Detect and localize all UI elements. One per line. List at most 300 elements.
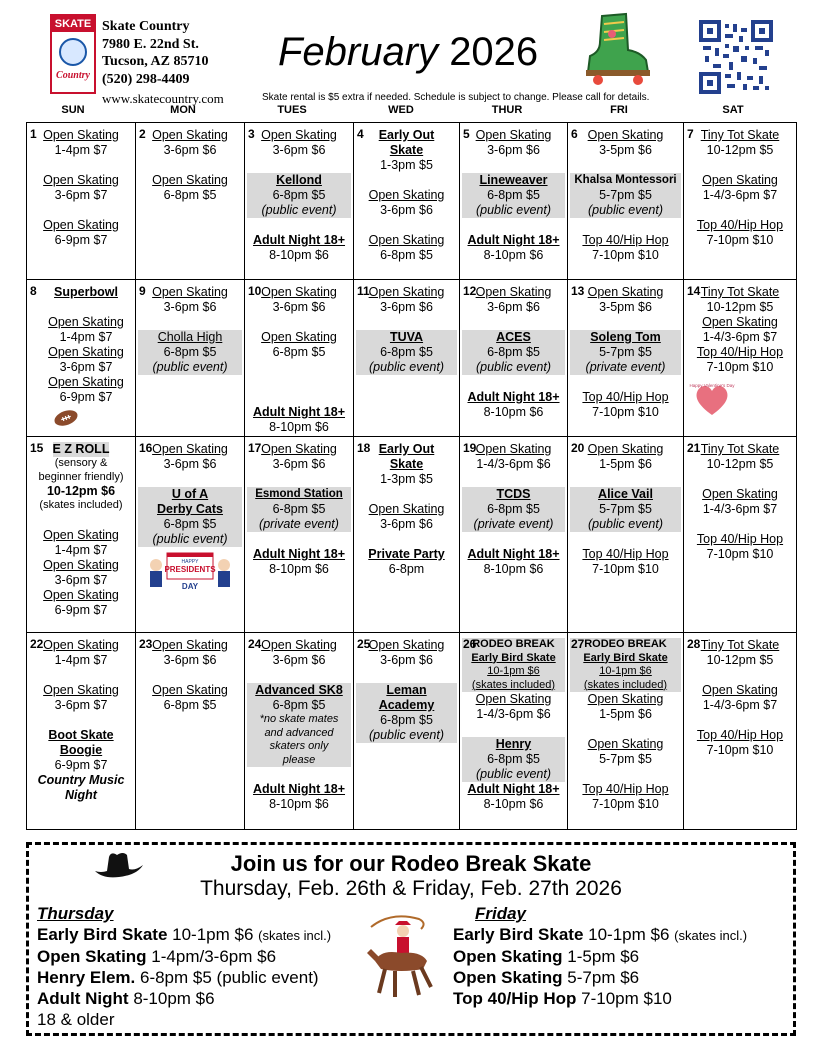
event-open-skating: Open Skating bbox=[261, 128, 337, 142]
day-cell bbox=[684, 437, 797, 633]
event-open-skating: Open Skating bbox=[261, 285, 337, 299]
day-number: 6 bbox=[571, 127, 578, 141]
day-cell bbox=[568, 633, 684, 830]
line-time: 10-1pm $6 bbox=[583, 925, 675, 944]
event-time: 1-4/3-6pm $7 bbox=[702, 330, 778, 344]
logo-text-top: SKATE bbox=[52, 16, 94, 32]
event-public: (public event) bbox=[368, 728, 445, 742]
address-block bbox=[102, 18, 208, 88]
event-time: 6-8pm $5 bbox=[487, 188, 540, 202]
website-link[interactable]: www.skatecountry.com bbox=[102, 91, 224, 106]
event-top40: Top 40/Hip Hop bbox=[582, 782, 669, 796]
event-leman: Leman bbox=[386, 683, 427, 697]
event-public: (public event) bbox=[475, 767, 552, 781]
day-sat: SAT bbox=[722, 104, 744, 116]
logo-text-bottom: Country bbox=[56, 70, 90, 81]
event-time: 7-10pm $10 bbox=[706, 743, 774, 757]
day-cell bbox=[460, 437, 568, 633]
event-time: 1-4pm $7 bbox=[54, 542, 108, 557]
event-open-skating: Open Skating bbox=[152, 442, 228, 456]
event-time: 8-10pm $6 bbox=[269, 797, 329, 811]
day-number: 27 bbox=[571, 637, 585, 651]
event-time: 1-4/3-6pm $6 bbox=[476, 707, 551, 721]
event-skates-incl: (skates included) bbox=[583, 678, 668, 691]
day-number: 12 bbox=[463, 284, 477, 298]
event-top40: Top 40/Hip Hop bbox=[582, 547, 669, 561]
event-tiny-tot: Tiny Tot Skate bbox=[700, 442, 780, 456]
event-time: 1-5pm $6 bbox=[599, 707, 652, 721]
event-open-skating: Open Skating bbox=[475, 285, 552, 299]
day-cell bbox=[136, 633, 245, 830]
event-early-out: Early Out bbox=[378, 128, 435, 142]
event-open-skating: Open Skating bbox=[702, 315, 778, 329]
day-number: 10 bbox=[248, 284, 262, 298]
event-public: (public event) bbox=[475, 203, 552, 217]
event-open-skating: Open Skating bbox=[43, 638, 119, 652]
event-time: 6-8pm $5 bbox=[163, 345, 217, 359]
event-public: (public event) bbox=[368, 360, 445, 374]
rodeo-break-banner bbox=[26, 842, 796, 1036]
line-note: (skates incl.) bbox=[258, 928, 332, 943]
event-time: 1-4pm $7 bbox=[54, 653, 108, 667]
event-open-skating: Open Skating bbox=[261, 638, 337, 652]
event-time: 7-10pm $10 bbox=[706, 360, 774, 374]
friday-line bbox=[453, 988, 747, 1009]
event-early-out: Early Out bbox=[378, 442, 435, 456]
event-uofa: U of A bbox=[171, 487, 209, 501]
event-country-music: Country Music bbox=[37, 773, 125, 787]
day-cell bbox=[354, 437, 460, 633]
event-open-skating: Open Skating bbox=[587, 737, 664, 751]
event-top40: Top 40/Hip Hop bbox=[696, 218, 784, 232]
event-time: 6-9pm $7 bbox=[54, 758, 108, 772]
event-adv-note-4: please bbox=[282, 753, 316, 766]
event-time: 6-8pm $5 bbox=[272, 502, 326, 516]
event-open-skating: Open Skating bbox=[43, 128, 119, 142]
city-state-zip: Tucson, AZ 85710 bbox=[102, 54, 209, 69]
event-open-skating: Open Skating bbox=[702, 173, 778, 187]
event-adult-night: Adult Night 18+ bbox=[252, 233, 346, 247]
event-tuva: TUVA bbox=[389, 330, 424, 344]
event-time: 1-4/3-6pm $7 bbox=[702, 698, 778, 712]
day-number: 16 bbox=[139, 441, 153, 455]
event-khalsa: Khalsa Montessori bbox=[574, 174, 677, 186]
event-esmond: Esmond Station bbox=[255, 488, 343, 500]
event-time: 3-5pm $6 bbox=[599, 143, 652, 157]
friday-line bbox=[453, 967, 747, 988]
event-time: 3-6pm $6 bbox=[380, 300, 433, 314]
football-icon bbox=[53, 409, 79, 427]
event-early-out-2: Skate bbox=[389, 143, 424, 157]
presidents-day-icon bbox=[147, 551, 233, 593]
event-rodeo-break: RODEO BREAK bbox=[472, 638, 555, 650]
event-open-skating: Open Skating bbox=[43, 173, 119, 187]
event-public: (public event) bbox=[587, 517, 664, 531]
event-time: 3-6pm $6 bbox=[272, 143, 326, 157]
event-early-bird: Early Bird Skate bbox=[471, 651, 556, 664]
day-wed: WED bbox=[388, 104, 414, 116]
line-time: 1-4pm/3-6pm $6 bbox=[146, 947, 277, 966]
event-open-skating: Open Skating bbox=[475, 692, 552, 706]
day-number: 3 bbox=[248, 127, 255, 141]
event-time: 6-8pm $5 bbox=[487, 345, 540, 359]
day-mon: MON bbox=[170, 104, 196, 116]
event-open-skating: Open Skating bbox=[261, 330, 337, 344]
event-open-skating: Open Skating bbox=[43, 527, 119, 542]
event-adult-night: Adult Night 18+ bbox=[467, 782, 560, 796]
event-time: 3-6pm $7 bbox=[59, 360, 113, 374]
day-fri: FRI bbox=[610, 104, 628, 116]
event-time: 8-10pm $6 bbox=[483, 562, 544, 576]
event-time: 5-7pm $5 bbox=[599, 502, 652, 516]
roller-boot-icon bbox=[582, 12, 652, 86]
line-label: Henry Elem. bbox=[37, 968, 136, 987]
day-sun: SUN bbox=[61, 104, 85, 116]
event-time: 6-8pm $5 bbox=[272, 188, 326, 202]
line-time: 1-5pm $6 bbox=[562, 947, 640, 966]
banner-title: Join us for our Rodeo Break Skate bbox=[230, 851, 592, 876]
event-time: 3-6pm $6 bbox=[163, 300, 217, 314]
day-number: 24 bbox=[248, 637, 262, 651]
event-open-skating: Open Skating bbox=[43, 587, 119, 602]
event-open-skating: Open Skating bbox=[702, 683, 778, 697]
event-open-skating: Open Skating bbox=[152, 128, 228, 142]
event-time: 3-6pm $7 bbox=[54, 698, 108, 712]
event-time: 10-12pm $5 bbox=[706, 457, 774, 471]
event-time: 6-8pm $5 bbox=[272, 345, 326, 359]
event-time: 1-4/3-6pm $7 bbox=[702, 502, 778, 516]
event-time: 7-10pm $10 bbox=[706, 547, 774, 561]
day-number: 22 bbox=[30, 637, 44, 651]
event-time: 1-3pm $5 bbox=[380, 472, 433, 486]
event-adult-night: Adult Night 18+ bbox=[467, 547, 560, 561]
event-derby-cats: Derby Cats bbox=[157, 502, 223, 516]
event-adult-night: Adult Night 18+ bbox=[252, 782, 346, 796]
event-time: 3-6pm $6 bbox=[380, 517, 433, 531]
event-open-skating: Open Skating bbox=[368, 188, 445, 202]
line-time: 7-10pm $10 bbox=[576, 989, 672, 1008]
line-note: (skates incl.) bbox=[674, 928, 748, 943]
event-time: 1-3pm $5 bbox=[380, 158, 433, 172]
event-public: (public event) bbox=[152, 532, 228, 546]
presidents-text-1: HAPPY bbox=[181, 559, 199, 565]
event-open-skating: Open Skating bbox=[587, 128, 664, 142]
event-boot-skate: Boot Skate bbox=[48, 728, 114, 742]
event-tcds: TCDS bbox=[496, 487, 531, 501]
event-time: 7-10pm $10 bbox=[706, 233, 774, 247]
event-time: 1-4/3-6pm $6 bbox=[476, 457, 551, 471]
day-cell bbox=[460, 280, 568, 437]
event-time: 1-4pm $7 bbox=[59, 330, 113, 344]
event-open-skating: Open Skating bbox=[587, 692, 664, 706]
event-open-skating: Open Skating bbox=[702, 487, 778, 501]
event-time: 6-8pm $5 bbox=[380, 248, 433, 262]
day-number: 21 bbox=[687, 441, 701, 455]
event-open-skating: Open Skating bbox=[261, 442, 337, 456]
event-time: 6-8pm $5 bbox=[380, 713, 433, 727]
event-time: 5-7pm $5 bbox=[599, 752, 652, 766]
event-time: 3-6pm $6 bbox=[163, 457, 217, 471]
event-time: 3-6pm $6 bbox=[272, 653, 326, 667]
week-row bbox=[27, 437, 797, 633]
event-time: 5-7pm $5 bbox=[599, 188, 652, 202]
day-cell bbox=[136, 437, 245, 633]
event-open-skating: Open Skating bbox=[48, 345, 124, 359]
event-adv-note-3: skaters only bbox=[269, 740, 329, 752]
day-number: 2 bbox=[139, 127, 146, 141]
line-label: Early Bird Skate bbox=[37, 925, 168, 944]
event-private: (private event) bbox=[473, 517, 554, 531]
event-tiny-tot: Tiny Tot Skate bbox=[700, 128, 780, 142]
line-time: 5-7pm $6 bbox=[562, 968, 640, 987]
event-open-skating: Open Skating bbox=[587, 285, 664, 299]
day-cell bbox=[27, 123, 136, 280]
banner-subtitle: Thursday, Feb. 26th & Friday, Feb. 27th 2026 bbox=[200, 877, 622, 900]
event-cholla: Cholla High bbox=[157, 330, 223, 344]
event-time: 3-6pm $7 bbox=[54, 572, 108, 587]
friday-heading: Friday bbox=[475, 904, 527, 923]
event-time: 10-12pm $5 bbox=[706, 300, 774, 314]
day-number: 9 bbox=[139, 284, 146, 298]
event-ez-roll: E Z ROLL bbox=[52, 442, 110, 456]
event-top40: Top 40/Hip Hop bbox=[582, 233, 669, 247]
day-cell bbox=[136, 123, 245, 280]
day-cell bbox=[27, 633, 136, 830]
event-open-skating: Open Skating bbox=[152, 638, 228, 652]
event-open-skating: Open Skating bbox=[43, 218, 119, 232]
event-open-skating: Open Skating bbox=[368, 285, 445, 299]
friday-line bbox=[453, 946, 747, 967]
event-time: 6-9pm $7 bbox=[54, 233, 108, 247]
business-name: Skate Country bbox=[102, 19, 190, 34]
line-time: 10-1pm $6 bbox=[167, 925, 259, 944]
day-number: 13 bbox=[571, 284, 585, 298]
event-private: (private event) bbox=[585, 360, 666, 374]
day-number: 26 bbox=[463, 637, 477, 651]
month-name: February bbox=[278, 30, 439, 74]
event-time: 6-9pm $7 bbox=[54, 602, 108, 617]
event-time: 10-1pm $6 bbox=[599, 665, 652, 677]
event-time: 1-4pm $7 bbox=[54, 143, 108, 157]
friday-column bbox=[453, 903, 747, 1009]
event-open-skating: Open Skating bbox=[475, 128, 552, 142]
line-label: Top 40/Hip Hop bbox=[453, 989, 577, 1008]
friday-line bbox=[453, 924, 747, 946]
event-academy: Academy bbox=[378, 698, 435, 712]
event-rodeo-break: RODEO BREAK bbox=[584, 638, 667, 650]
event-public: (public event) bbox=[587, 203, 664, 217]
event-time: 3-6pm $6 bbox=[380, 653, 433, 667]
day-cell bbox=[684, 280, 797, 437]
day-cell bbox=[27, 437, 136, 633]
event-time: 3-6pm $6 bbox=[272, 457, 326, 471]
event-time: 8-10pm $6 bbox=[269, 248, 329, 262]
day-number: 19 bbox=[463, 441, 477, 455]
event-adult-night: Adult Night 18+ bbox=[467, 233, 560, 247]
event-early-bird: Early Bird Skate bbox=[583, 651, 668, 664]
day-number: 23 bbox=[139, 637, 153, 651]
day-cell bbox=[684, 123, 797, 280]
event-time: 3-6pm $6 bbox=[487, 143, 540, 157]
event-time: 8-10pm $6 bbox=[269, 562, 329, 576]
event-time: 3-6pm $6 bbox=[163, 143, 217, 157]
day-number: 18 bbox=[357, 441, 371, 455]
event-time: 7-10pm $10 bbox=[592, 797, 659, 811]
event-lineweaver: Lineweaver bbox=[479, 173, 548, 187]
day-cell bbox=[568, 123, 684, 280]
day-cell bbox=[460, 633, 568, 830]
event-open-skating: Open Skating bbox=[152, 173, 228, 187]
event-advanced-sk8: Advanced SK8 bbox=[255, 683, 343, 697]
event-early-out-2: Skate bbox=[389, 457, 424, 471]
day-cell bbox=[460, 123, 568, 280]
event-time: 6-8pm $5 bbox=[163, 517, 217, 531]
week-row bbox=[27, 280, 797, 437]
event-tiny-tot: Tiny Tot Skate bbox=[700, 638, 780, 652]
day-number: 1 bbox=[30, 127, 37, 141]
event-night: Night bbox=[65, 788, 97, 802]
event-open-skating: Open Skating bbox=[475, 442, 552, 456]
thursday-line: 18 & older bbox=[37, 1010, 115, 1029]
event-kellond: Kellond bbox=[276, 173, 322, 187]
valentine-heart-icon bbox=[689, 379, 735, 419]
day-thu: THUR bbox=[491, 104, 523, 116]
event-boogie: Boogie bbox=[59, 743, 103, 757]
week-row bbox=[27, 633, 797, 830]
event-time: 7-10pm $10 bbox=[592, 405, 659, 419]
day-cell bbox=[245, 280, 354, 437]
street-address: 7980 E. 22nd St. bbox=[102, 36, 199, 52]
day-cell bbox=[354, 123, 460, 280]
skater-icon bbox=[59, 38, 87, 66]
calendar-grid bbox=[26, 122, 797, 830]
event-open-skating: Open Skating bbox=[368, 233, 445, 247]
line-label: Early Bird Skate bbox=[453, 925, 584, 944]
event-adv-note: *no skate mates bbox=[259, 713, 339, 725]
event-open-skating: Open Skating bbox=[43, 683, 119, 697]
day-cell bbox=[684, 633, 797, 830]
day-number: 7 bbox=[687, 127, 694, 141]
event-time: 1-5pm $6 bbox=[599, 457, 652, 471]
event-time: 6-9pm $7 bbox=[59, 390, 113, 404]
skate-country-logo bbox=[50, 14, 96, 94]
event-time: 3-6pm $6 bbox=[380, 203, 433, 217]
event-top40: Top 40/Hip Hop bbox=[696, 728, 784, 742]
event-time: 1-4/3-6pm $7 bbox=[702, 188, 778, 202]
event-private-party: Private Party bbox=[368, 547, 445, 561]
day-number: 8 bbox=[30, 284, 37, 298]
day-cell bbox=[354, 280, 460, 437]
day-number: 17 bbox=[248, 441, 262, 455]
event-top40: Top 40/Hip Hop bbox=[696, 532, 784, 546]
event-time: 3-6pm $6 bbox=[272, 300, 326, 314]
event-private: (private event) bbox=[259, 517, 339, 531]
event-time: 10-12pm $5 bbox=[706, 143, 774, 157]
event-time: 5-7pm $5 bbox=[599, 345, 652, 359]
thursday-line bbox=[37, 946, 331, 967]
weekday-header bbox=[26, 104, 796, 120]
presidents-text-2: PRESIDENTS bbox=[164, 565, 216, 574]
event-time: 3-5pm $6 bbox=[599, 300, 652, 314]
week-row bbox=[27, 123, 797, 280]
thursday-heading: Thursday bbox=[37, 904, 114, 923]
line-label: Adult Night bbox=[37, 989, 129, 1008]
line-label: Open Skating bbox=[37, 947, 147, 966]
event-time: 6-8pm bbox=[388, 562, 425, 576]
event-open-skating: Open Skating bbox=[43, 557, 119, 572]
line-time: 8-10pm $6 bbox=[128, 989, 215, 1008]
rental-note: Skate rental is $5 extra if needed. Schedule is subject to change. Please call for details. bbox=[262, 92, 650, 103]
event-time: 6-8pm $5 bbox=[163, 698, 217, 712]
day-number: 5 bbox=[463, 127, 470, 141]
day-cell bbox=[245, 437, 354, 633]
thursday-column bbox=[37, 903, 331, 1030]
event-public: (public event) bbox=[475, 360, 552, 374]
page-title bbox=[278, 30, 538, 75]
event-time: 8-10pm $6 bbox=[483, 797, 544, 811]
event-time: 8-10pm $6 bbox=[483, 405, 544, 419]
event-top40: Top 40/Hip Hop bbox=[582, 390, 669, 404]
event-time: 10-12pm $5 bbox=[706, 653, 774, 667]
day-number: 11 bbox=[357, 284, 370, 298]
qr-code-icon[interactable] bbox=[699, 20, 773, 94]
line-label: Open Skating bbox=[453, 968, 563, 987]
day-cell bbox=[245, 633, 354, 830]
event-superbowl: Superbowl bbox=[54, 285, 118, 299]
event-open-skating: Open Skating bbox=[152, 683, 228, 697]
event-skates-incl: (skates included) bbox=[471, 678, 556, 691]
event-public: (public event) bbox=[261, 203, 337, 217]
event-time: 6-8pm $5 bbox=[272, 698, 326, 712]
day-number: 15 bbox=[30, 441, 44, 455]
line-label: Open Skating bbox=[453, 947, 563, 966]
phone-number: (520) 298-4409 bbox=[102, 71, 190, 87]
day-cell bbox=[245, 123, 354, 280]
event-adult-night: Adult Night 18+ bbox=[252, 547, 346, 561]
event-tiny-tot: Tiny Tot Skate bbox=[700, 285, 780, 299]
event-soleng: Soleng Tom bbox=[590, 330, 661, 344]
day-number: 4 bbox=[357, 127, 364, 141]
event-top40: Top 40/Hip Hop bbox=[696, 345, 784, 359]
thursday-line bbox=[37, 924, 331, 946]
event-time: 3-6pm $7 bbox=[54, 188, 108, 202]
day-cell bbox=[568, 280, 684, 437]
event-public: (public event) bbox=[152, 360, 228, 374]
day-cell bbox=[568, 437, 684, 633]
event-open-skating: Open Skating bbox=[587, 442, 664, 456]
event-time: 6-8pm $5 bbox=[487, 752, 540, 766]
event-adult-night: Adult Night 18+ bbox=[252, 405, 346, 419]
event-time: 3-6pm $6 bbox=[487, 300, 540, 314]
event-time: 6-8pm $5 bbox=[163, 188, 217, 202]
event-alice-vail: Alice Vail bbox=[598, 487, 653, 501]
event-open-skating: Open Skating bbox=[152, 285, 228, 299]
cowboy-rider-icon bbox=[361, 909, 441, 1005]
thursday-line bbox=[37, 988, 331, 1009]
event-ez-time: 10-12pm $6 bbox=[46, 484, 116, 498]
event-time: 8-10pm $6 bbox=[483, 248, 544, 262]
event-aces: ACES bbox=[496, 330, 531, 344]
event-time: 6-8pm $5 bbox=[380, 345, 433, 359]
event-ez-note: (sensory & bbox=[54, 457, 108, 469]
day-number: 20 bbox=[571, 441, 585, 455]
day-cell bbox=[27, 280, 136, 437]
event-open-skating: Open Skating bbox=[48, 315, 124, 329]
valentine-text: Happy Valentine's Day bbox=[689, 383, 735, 388]
event-time: 10-1pm $6 bbox=[487, 665, 540, 677]
day-cell bbox=[354, 633, 460, 830]
event-ez-skates: (skates included) bbox=[39, 499, 123, 511]
